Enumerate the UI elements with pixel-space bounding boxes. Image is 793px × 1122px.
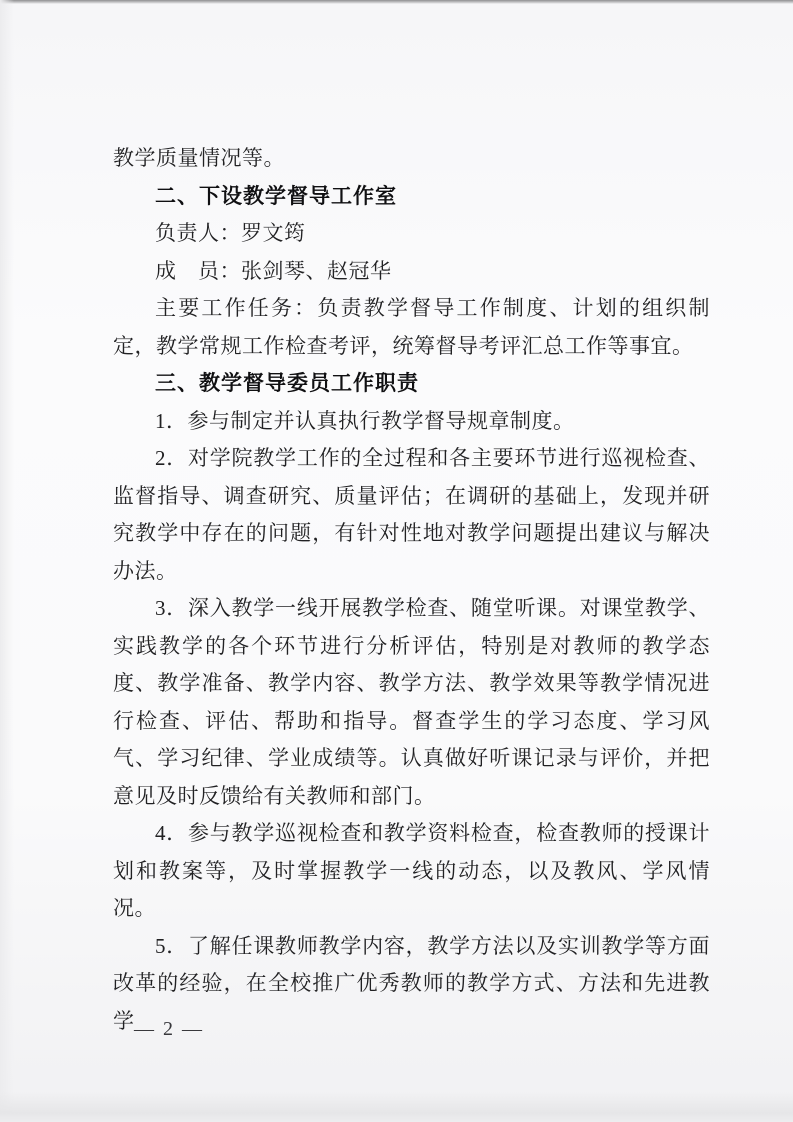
body-paragraph: 2．对学院教学工作的全过程和各主要环节进行巡视检查、监督指导、调查研究、质量评估；在调研的基础上，发现并研究教学中存在的问题，有针对性地对教学问题提出建议与解决办法。 — [113, 446, 710, 583]
document-body — [113, 140, 710, 1040]
section-heading: 二、下设教学督导工作室 — [155, 184, 397, 208]
body-paragraph: 主要工作任务：负责教学督导工作制度、计划的组织制定，教学常规工作检查考评，统筹督导考评汇总工作等事宜。 — [113, 296, 710, 358]
body-paragraph: 负责人：罗文筠 — [155, 221, 306, 245]
body-paragraph: 成 员：张剑琴、赵冠华 — [155, 258, 392, 283]
section-heading: 三、教学督导委员工作职责 — [155, 372, 419, 395]
body-paragraph: 教学质量情况等。 — [113, 146, 285, 170]
body-paragraph: 4．参与教学巡视检查和教学资料检查，检查教师的授课计划和教案等，及时掌握教学一线的动态，以及教风、学风情况。 — [113, 821, 710, 920]
body-paragraph: 1．参与制定并认真执行教学督导规章制度。 — [155, 408, 575, 433]
body-paragraph: 5．了解任课教师教学内容，教学方法以及实训教学等方面改革的经验，在全校推广优秀教师的教学方式、方法和先进教学 — [113, 933, 710, 1033]
page-number: — 2 — — [134, 1018, 204, 1040]
scan-edge-top — [0, 0, 793, 4]
scan-edge-bottom — [0, 1092, 793, 1122]
body-paragraph: 3．深入教学一线开展教学检查、随堂听课。对课堂教学、实践教学的各个环节进行分析评估，特别是对教师的教学态度、教学准备、教学内容、教学方法、教学效果等教学情况进行检查、评估、帮助和指导。督查学生的学习态度、学习风气、学习纪律、学业成绩等。认真做好听课记录与评价，并把意见及时反馈给有关教师和部门。 — [113, 596, 710, 808]
scan-shade-left — [0, 0, 14, 1122]
